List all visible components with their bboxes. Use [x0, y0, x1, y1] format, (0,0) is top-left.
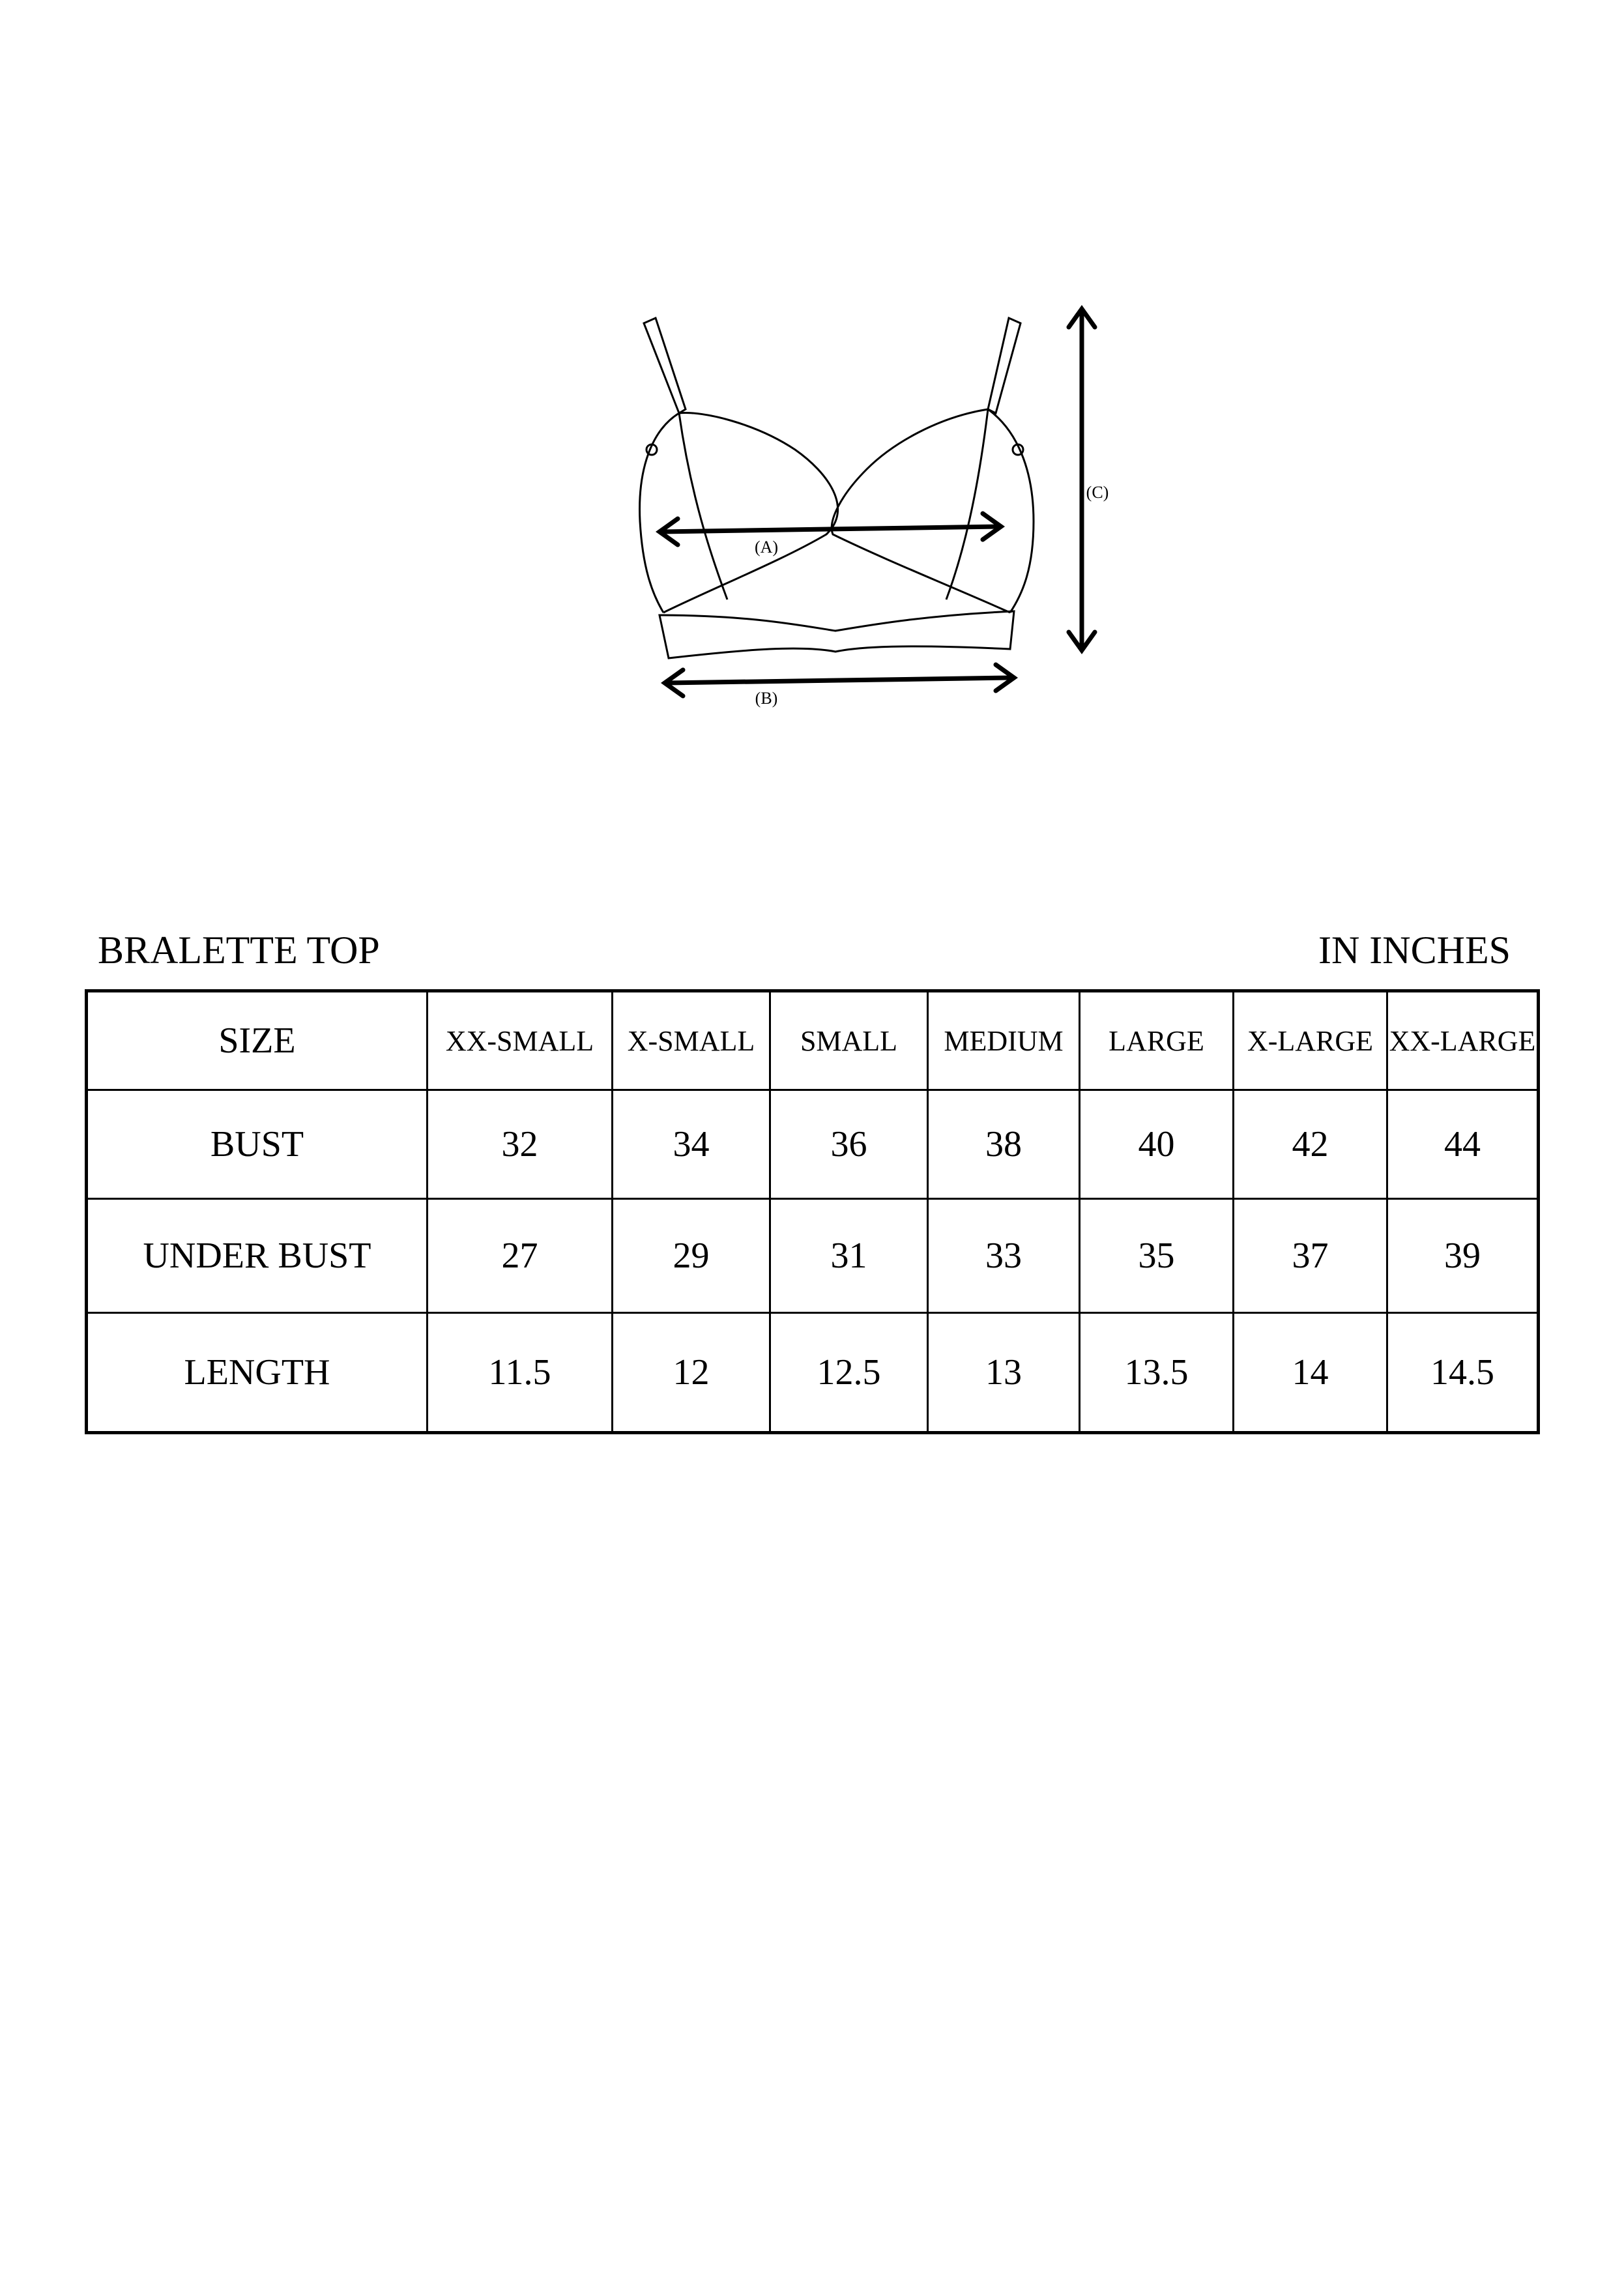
size-chart-table — [85, 989, 1540, 1434]
table-cell: 12.5 — [770, 1313, 928, 1433]
table-cell: 38 — [928, 1090, 1080, 1199]
table-cell: 39 — [1387, 1199, 1539, 1313]
size-header: XX-SMALL — [428, 991, 613, 1090]
row-label: BUST — [87, 1090, 428, 1199]
table-cell: 13.5 — [1080, 1313, 1234, 1433]
bralette-diagram — [0, 0, 1624, 782]
table-cell: 33 — [928, 1199, 1080, 1313]
table-cell: 37 — [1234, 1199, 1387, 1313]
table-cell: 12 — [613, 1313, 770, 1433]
table-row — [87, 1313, 1539, 1433]
table-cell: 34 — [613, 1090, 770, 1199]
measure-arrow-b — [665, 665, 1014, 696]
table-cell: 27 — [428, 1199, 613, 1313]
size-header: X-SMALL — [613, 991, 770, 1090]
chart-title: BRALETTE TOP — [98, 929, 380, 972]
table-cell: 11.5 — [428, 1313, 613, 1433]
label-c: (C) — [1086, 483, 1109, 502]
size-header: MEDIUM — [928, 991, 1080, 1090]
table-cell: 29 — [613, 1199, 770, 1313]
row-label: LENGTH — [87, 1313, 428, 1433]
row-label: UNDER BUST — [87, 1199, 428, 1313]
table-header-row — [87, 991, 1539, 1090]
units-label: IN INCHES — [1318, 929, 1511, 972]
size-header: SMALL — [770, 991, 928, 1090]
label-b: (B) — [755, 689, 778, 708]
table-cell: 14 — [1234, 1313, 1387, 1433]
table-cell: 40 — [1080, 1090, 1234, 1199]
table-cell: 13 — [928, 1313, 1080, 1433]
table-cell: 42 — [1234, 1090, 1387, 1199]
table-cell: 35 — [1080, 1199, 1234, 1313]
row-label: SIZE — [87, 991, 428, 1090]
table-cell: 14.5 — [1387, 1313, 1539, 1433]
size-header: X-LARGE — [1234, 991, 1387, 1090]
size-header: LARGE — [1080, 991, 1234, 1090]
size-header: XX-LARGE — [1387, 991, 1539, 1090]
measure-arrow-a — [660, 514, 1001, 545]
table-cell: 36 — [770, 1090, 928, 1199]
measure-arrow-c — [1069, 309, 1095, 650]
table-row — [87, 1090, 1539, 1199]
table-cell: 31 — [770, 1199, 928, 1313]
bralette-outline — [640, 318, 1034, 658]
table-cell: 32 — [428, 1090, 613, 1199]
label-a: (A) — [754, 538, 779, 557]
table-row — [87, 1199, 1539, 1313]
table-cell: 44 — [1387, 1090, 1539, 1199]
